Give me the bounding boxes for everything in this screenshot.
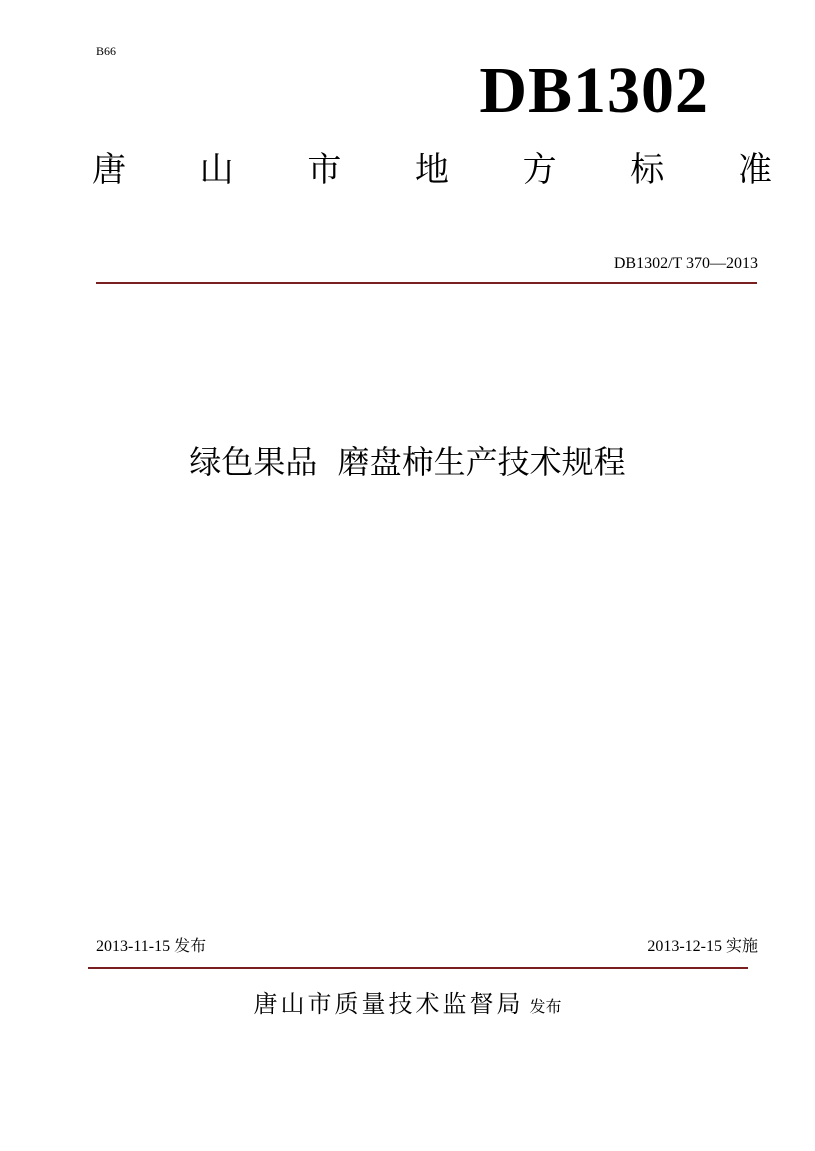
standard-type-char: 准 (737, 150, 772, 190)
classification-code: B66 (96, 44, 117, 58)
standard-type-char: 方 (522, 150, 557, 190)
issue-date: 2013-11-15 发布 (96, 938, 207, 955)
standard-type-char: 市 (307, 150, 342, 190)
standard-type (92, 148, 772, 192)
standard-code: DB1302 (479, 54, 709, 127)
publisher (0, 986, 815, 1022)
implementation-date: 2013-12-15 实施 (647, 938, 758, 955)
standard-number: DB1302/T 370—2013 (613, 255, 758, 272)
standard-type-char: 地 (414, 150, 449, 190)
document-title: 绿色果品 磨盘柿生产技术规程 (189, 443, 626, 481)
bottom-divider (88, 967, 748, 969)
publisher-suffix: 发布 (529, 997, 562, 1016)
standard-type-char: 山 (199, 150, 234, 190)
top-divider (96, 282, 757, 284)
standard-type-char: 唐 (92, 150, 126, 190)
publisher-name: 唐山市质量技术监督局 (253, 990, 524, 1018)
standard-type-char: 标 (630, 150, 665, 190)
